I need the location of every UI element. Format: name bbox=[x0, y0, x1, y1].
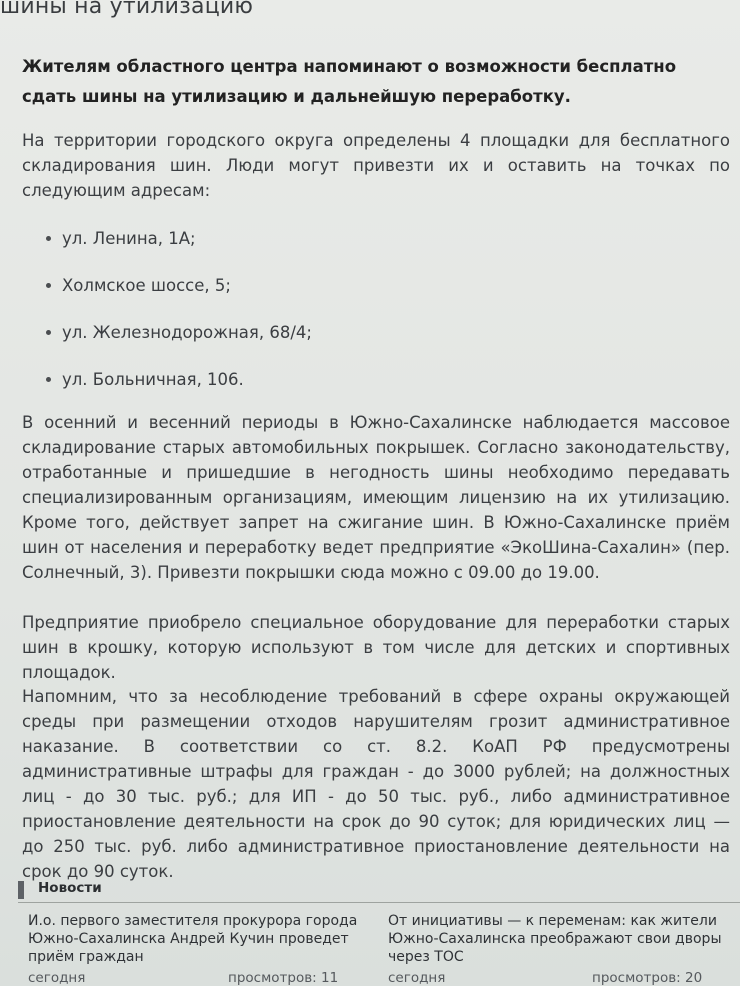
article-paragraph-3: Предприятие приобрело специальное оборудование для переработки старых шин в крошку, которую используют в том числе для детских и спортивных площадок. bbox=[22, 613, 730, 682]
article-paragraph-2: В осенний и весенний периоды в Южно-Сахалинске наблюдается массовое складирование старых автомобильных покрышек. Согласно законодательству, отработанные и пришедшие в негодность шины необходимо передавать специализированным организациям, имеющим лицензию на их утилизацию. Кроме того, действует запрет на сжигание шин. В Южно-Сахалинске приём шин от населения и переработку ведет предприятие «ЭкоШина-Сахалин» (пер. Солнечный, 3). Привезти покрышки сюда можно с 09.00 до 19.00. bbox=[22, 413, 730, 582]
address-item: ул. Железнодорожная, 68/4; bbox=[22, 320, 622, 367]
news-item-views: просмотров: 20 bbox=[592, 970, 703, 986]
news-item-link[interactable]: От инициативы — к переменам: как жители Южно-Сахалинска преображают свои дворы через ТОС bbox=[388, 913, 722, 965]
news-section-title[interactable]: Новости bbox=[38, 880, 102, 896]
news-header-bar bbox=[18, 881, 24, 899]
address-list bbox=[22, 226, 622, 414]
address-item: ул. Больничная, 106. bbox=[22, 367, 622, 414]
address-item: Холмское шоссе, 5; bbox=[22, 273, 622, 320]
news-item-link[interactable]: И.о. первого заместителя прокурора города Южно-Сахалинска Андрей Кучин проведет приём граждан bbox=[28, 913, 358, 965]
article-title: шины на утилизацию bbox=[0, 0, 254, 19]
article-paragraph-4: Напомним, что за несоблюдение требований в сфере охраны окружающей среды при размещении отходов нарушителям грозит административное наказание. В соответствии со ст. 8.2. КоАП РФ предусмотрены административные штрафы для граждан - до 3000 рублей; на должностных лиц - до 30 тыс. руб.; для ИП - до 50 тыс. руб., либо административное приостановление деятельности на срок до 90 суток; для юридических лиц — до 250 тыс. руб. либо административное приостановление деятельности на срок до 90 суток. bbox=[22, 687, 730, 881]
article-lead: Жителям областного центра напоминают о возможности бесплатно сдать шины на утилизацию и дальнейшую переработку. bbox=[22, 57, 677, 106]
news-item-date: сегодня bbox=[28, 970, 86, 986]
article-paragraph-1: На территории городского округа определены 4 площадки для бесплатного складирования шин. Люди могут привезти их и оставить на точках по следующим адресам: bbox=[22, 131, 730, 200]
news-item-date: сегодня bbox=[388, 970, 446, 986]
news-item-views: просмотров: 11 bbox=[228, 970, 339, 986]
address-item: ул. Ленина, 1А; bbox=[22, 226, 622, 273]
news-section-header bbox=[18, 880, 740, 903]
